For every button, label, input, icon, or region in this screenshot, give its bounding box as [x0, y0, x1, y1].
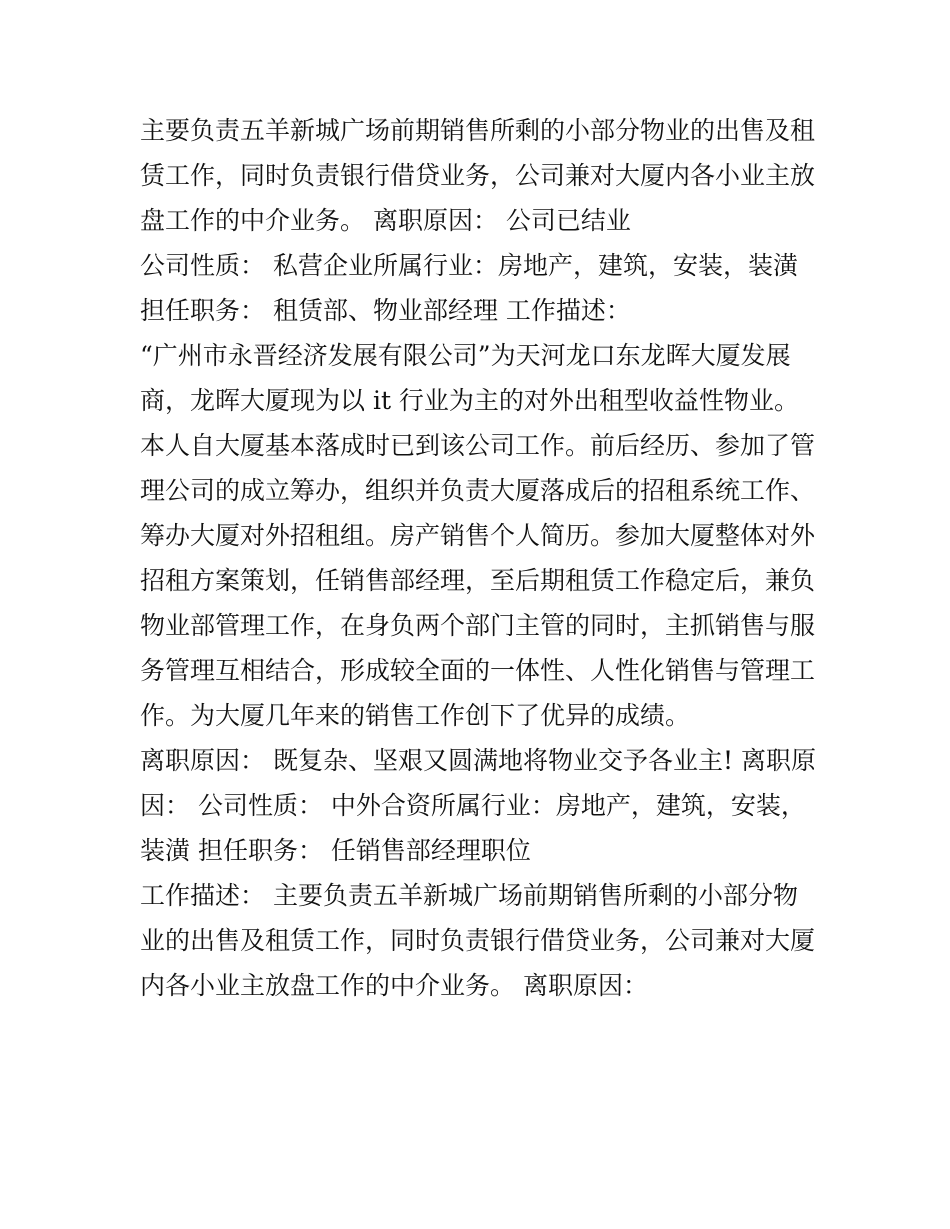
- text-line: 务管理互相结合，形成较全面的一体性、人性化销售与管理工: [140, 656, 816, 685]
- text-line: 筹办大厦对外招租组。房产销售个人简历。参加大厦整体对外: [140, 521, 816, 550]
- text-line: 理公司的成立筹办，组织并负责大厦落成后的招租系统工作、: [140, 476, 816, 505]
- text-line: 主要负责五羊新城广场前期销售所剩的小部分物业的出售及租: [140, 116, 816, 145]
- text-line: 担任职务： 租赁部、物业部经理 工作描述：: [140, 296, 631, 325]
- text-line: 离职原因： 既复杂、坚艰又圆满地将物业交予各业主! 离职原: [140, 746, 816, 775]
- text-line: 物业部管理工作，在身负两个部门主管的同时，主抓销售与服: [140, 611, 816, 640]
- text-line: “广州市永晋经济发展有限公司”为天河龙口东龙晖大厦发展: [140, 341, 791, 370]
- text-line: 内各小业主放盘工作的中介业务。 离职原因：: [140, 971, 648, 1000]
- text-line: 作。为大厦几年来的销售工作创下了优异的成绩。: [140, 701, 691, 730]
- text-line: 招租方案策划，任销售部经理，至后期租赁工作稳定后，兼负: [140, 566, 816, 595]
- text-line: 盘工作的中介业务。 离职原因： 公司已结业: [140, 206, 631, 235]
- text-line: 工作描述： 主要负责五羊新城广场前期销售所剩的小部分物: [140, 881, 798, 910]
- body-text: [140, 108, 820, 1008]
- text-line: 因： 公司性质： 中外合资所属行业：房地产，建筑，安装，: [140, 791, 806, 820]
- text-line: 赁工作，同时负责银行借贷业务，公司兼对大厦内各小业主放: [140, 161, 816, 190]
- text-line: 业的出售及租赁工作，同时负责银行借贷业务，公司兼对大厦: [140, 926, 816, 955]
- text-line: 装潢 担任职务： 任销售部经理职位: [140, 836, 531, 865]
- text-line: 本人自大厦基本落成时已到该公司工作。前后经历、参加了管: [140, 431, 816, 460]
- text-line: 商，龙晖大厦现为以 it 行业为主的对外出租型收益性物业。: [140, 386, 799, 415]
- text-line: 公司性质： 私营企业所属行业：房地产，建筑，安装，装潢: [140, 251, 798, 280]
